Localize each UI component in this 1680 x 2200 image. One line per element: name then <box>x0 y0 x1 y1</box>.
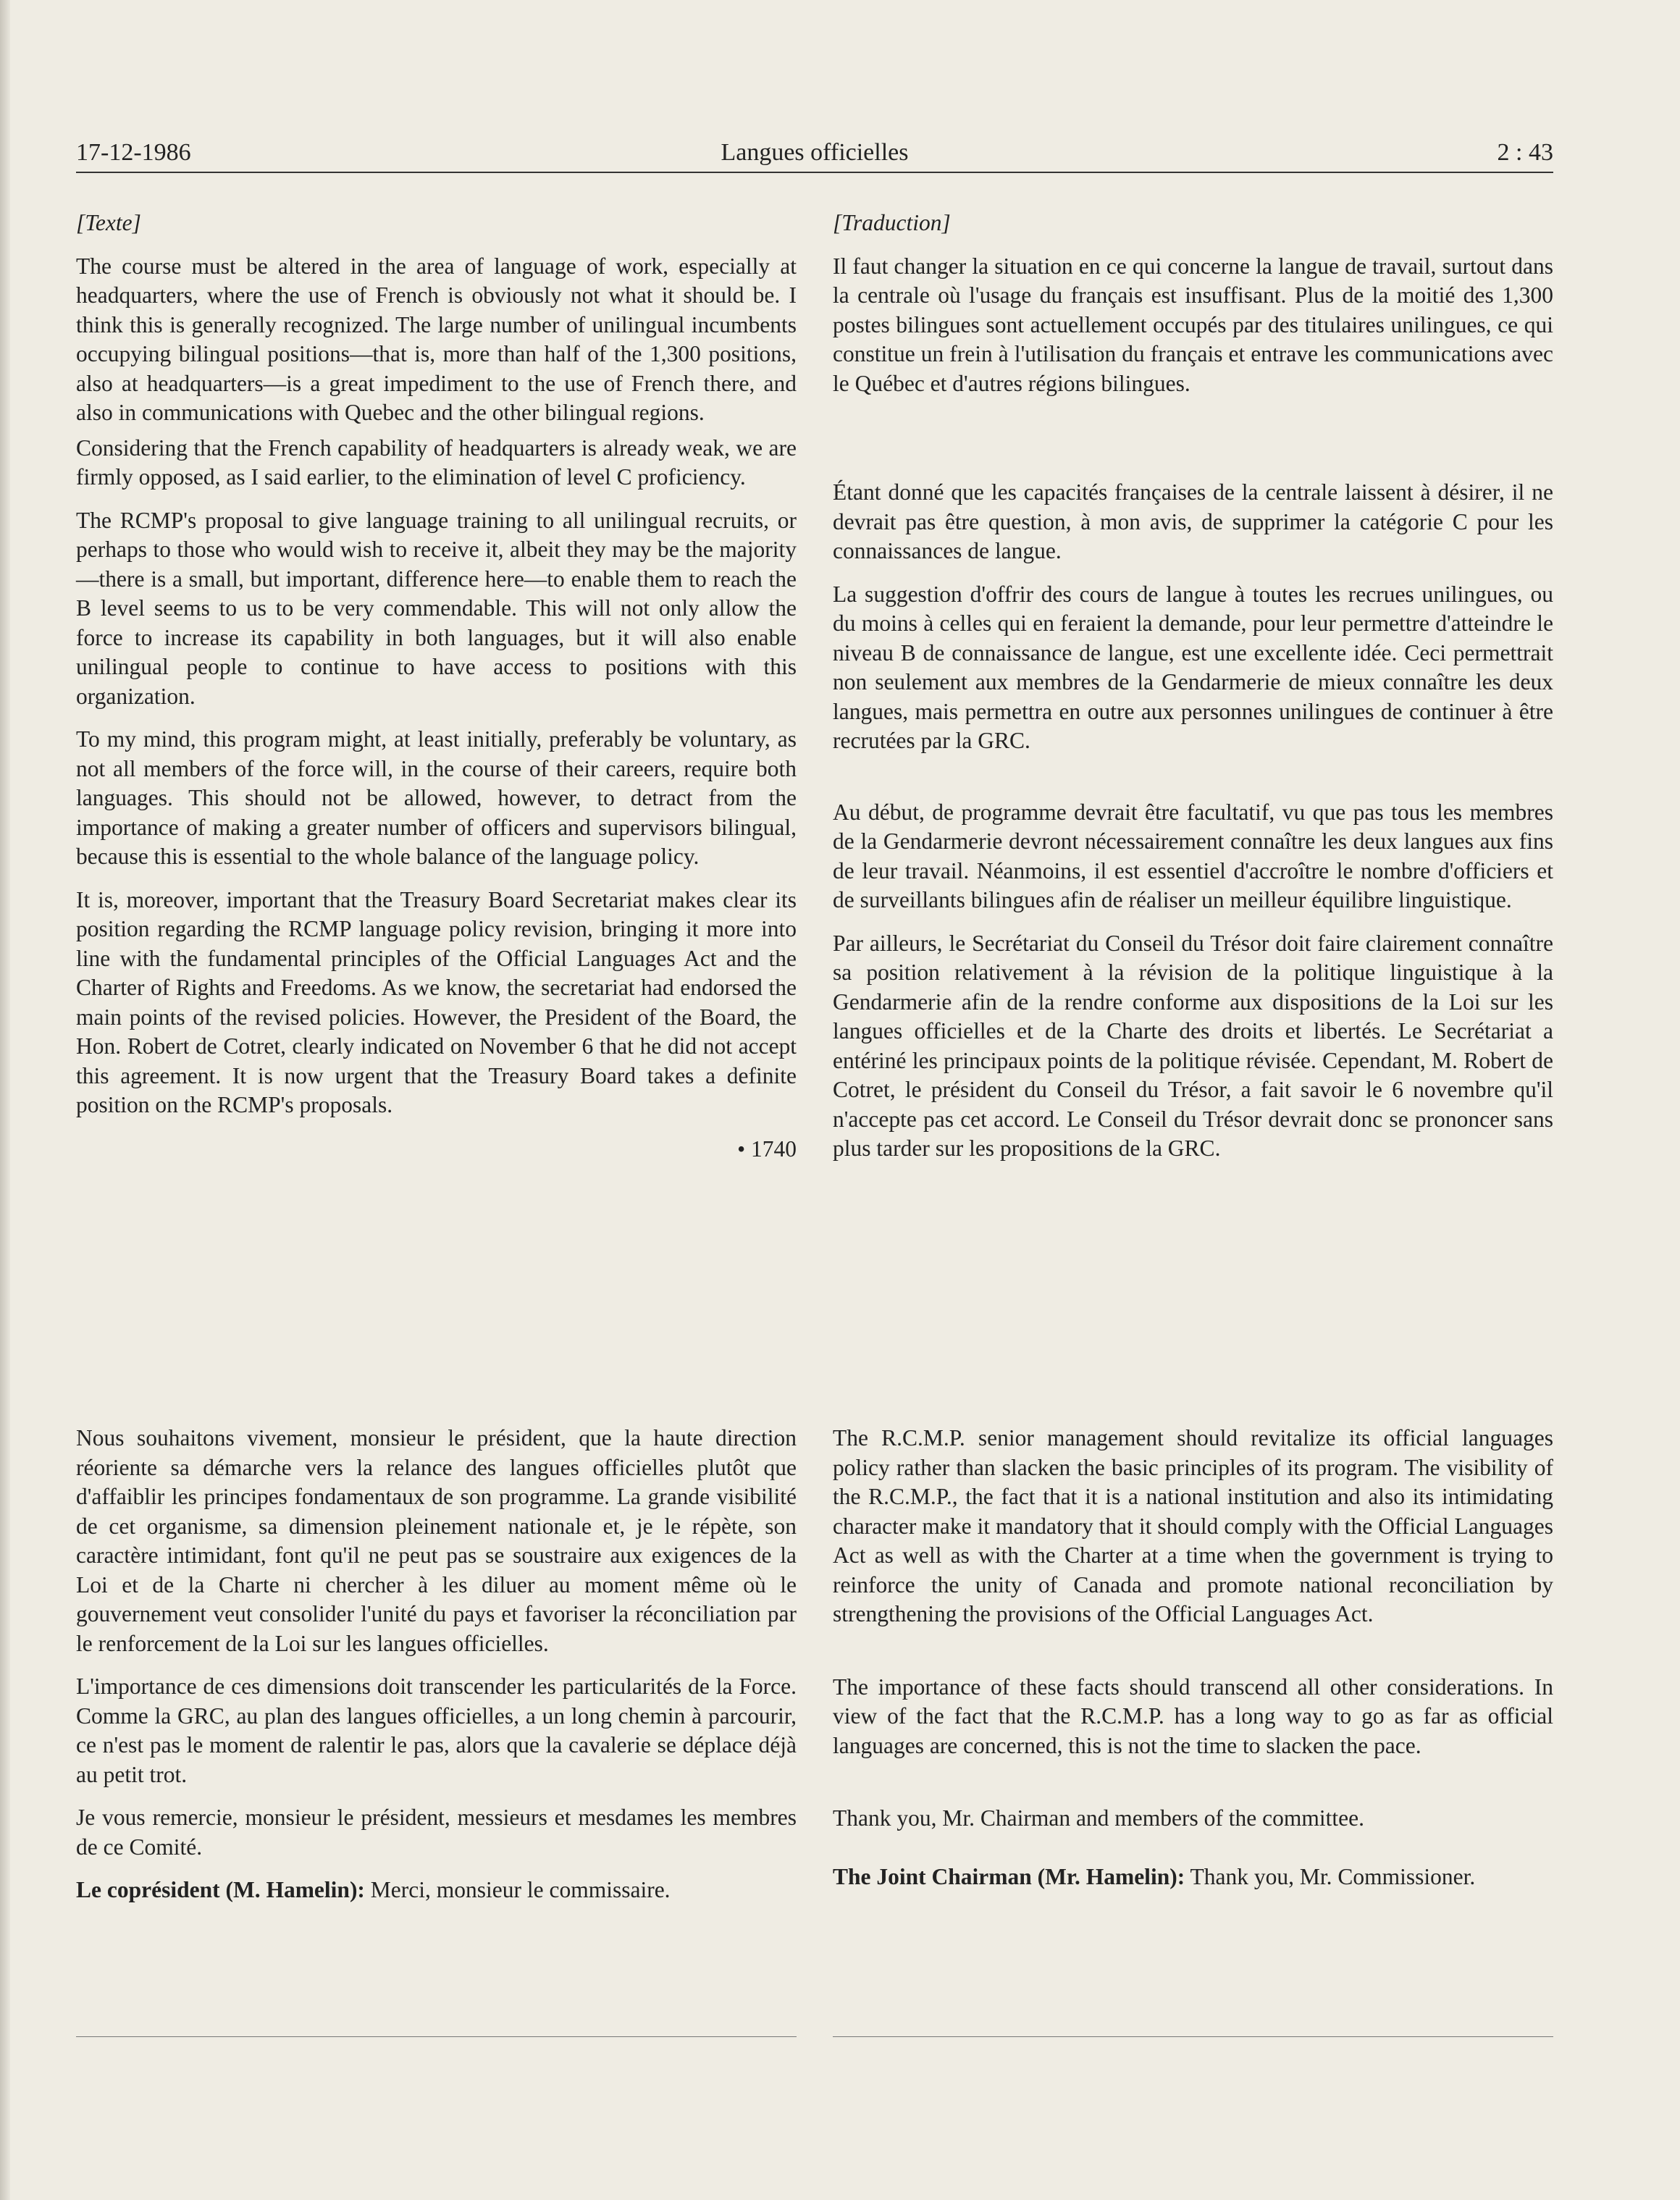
page-edge <box>0 0 10 2200</box>
header-page-number: 2 : 43 <box>1497 139 1553 166</box>
left-paragraph-5: It is, moreover, important that the Treasury Board Secretariat makes clear its position regarding the RCMP language policy revision, bringing it more into line with the fundamental principles of the Official Languages Act and the Charter of Rights and Freedoms. As we know, the secretariat had endorsed the main points of the revised policies. However, the President of the Board, the Hon. Robert de Cotret, clearly indicated on November 6 that he did not accept this agreement. It is now urgent that the Treasury Board takes a definite position on the RCMP's proposals. <box>76 886 797 1117</box>
right-closing-text: Thank you, Mr. Commissioner. <box>1185 1863 1476 1889</box>
right-column-bottom <box>833 1424 1553 1905</box>
left-paragraph-6: Nous souhaitons vivement, monsieur le président, que la haute direction réoriente sa démarche vers la relance des langues officielles plutôt que d'affaiblir les principes fondamentaux de son programme. La grande visibilité de cet organisme, sa dimension pleinement nationale et, je le répète, son caractère intimidant, font qu'il ne peut pas se soustraire aux exigences de la Loi et de la Charte ni chercher à les diluer au moment même où le gouvernement veut consolider l'unité du pays et favoriser la réconciliation par le renforcement de la Loi sur les langues officielles. <box>76 1425 797 1656</box>
right-closing-speaker: The Joint Chairman (Mr. Hamelin): <box>833 1863 1185 1889</box>
left-closing-speaker: Le coprésident (M. Hamelin): <box>76 1877 365 1902</box>
right-paragraph-7: The importance of these facts should transcend all other considerations. In view of the fact that the R.C.M.P. has a long way to go as far as official languages are concerned, this is not the time to slacken the pace. <box>833 1674 1553 1758</box>
right-bottom-rule <box>833 2036 1553 2037</box>
right-paragraph-4: Au début, de programme devrait être facultatif, vu que pas tous les membres de la Gendarmerie devront nécessairement connaître les deux langues aux fins de leur travail. Néanmoins, il est essentiel d'accroître le nombre d'officiers et de surveillants bilingues afin de réaliser un meilleur équilibre linguistique. <box>833 799 1553 912</box>
right-paragraph-5: Par ailleurs, le Secrétariat du Conseil du Trésor doit faire clairement connaître sa position relativement à la révision de la politique linguistique à la Gendarmerie afin de la rendre conforme aux dispositions de la Loi sur les langues officielles et de la Charte des droits et libertés. Le Secrétariat a entériné les principaux points de la politique révisée. Cependant, M. Robert de Cotret, le président du Conseil du Trésor, a fait savoir le 6 novembre qu'il n'accepte pas cet accord. Le Conseil du Trésor devrait donc se prononcer sans plus tarder sur les propositions de la GRC. <box>833 930 1553 1161</box>
left-paragraph-1: The course must be altered in the area of language of work, especially at headquarters, where the use of French is obviously not what it should be. I think this is generally recognized. The large number of unilingual incumbents occupying bilingual positions—that is, more than half of the 1,300 positions, also at headquarters—is a great impediment to the use of French there, and also in communications with Quebec and the other bilingual regions. <box>76 253 797 425</box>
header-date: 17-12-1986 <box>76 139 191 166</box>
right-closing <box>833 1863 1553 1892</box>
right-paragraph-3: La suggestion d'offrir des cours de langue à toutes les recrues unilingues, ou du moins à celles qui en feraient la demande, pour leur permettre d'atteindre le niveau B de connaissance de langue, est une excellente idée. Ceci permettrait non seulement aux membres de la Gendarmerie de mieux connaître les deux langues, mais permettra en outre aux personnes unilingues de continuer à être recrutées par la GRC. <box>833 581 1553 753</box>
left-column-top <box>76 209 797 1191</box>
left-paragraph-7: L'importance de ces dimensions doit transcender les particularités de la Force. Comme la GRC, au plan des langues officielles, a un long chemin à parcourir, ce n'est pas le moment de ralentir le pas, alors que la cavalerie se déplace déjà au petit trot. <box>76 1674 797 1787</box>
running-header <box>76 134 1553 172</box>
left-section-label: [Texte] <box>76 210 141 235</box>
right-column-top <box>833 209 1553 1177</box>
right-paragraph-2: Étant donné que les capacités françaises de la centrale laissent à désirer, il ne devrait pas être question, à mon avis, de supprimer la catégorie C pour les connaissances de langue. <box>833 479 1553 563</box>
left-closing <box>76 1876 797 1905</box>
header-rule <box>76 172 1553 173</box>
left-paragraph-4: To my mind, this program might, at least initially, preferably be voluntary, as not all members of the force will, in the course of their careers, require both languages. This should not be allowed, however, to detract from the importance of making a greater number of officers and supervisors bilingual, because this is essential to the whole balance of the language policy. <box>76 726 797 869</box>
left-paragraph-8: Je vous remercie, monsieur le président, messieurs et mesdames les membres de ce Comité. <box>76 1805 797 1860</box>
left-paragraph-3: The RCMP's proposal to give language training to all unilingual recruits, or perhaps to those who would wish to receive it, albeit they may be the majority—there is a small, but important, difference here—to enable them to reach the B level seems to us to be very commendable. This will not only allow the force to increase its capability in both languages, but it will also enable unilingual people to continue to have access to positions with this organization. <box>76 507 797 709</box>
right-paragraph-6: The R.C.M.P. senior management should revitalize its official languages policy rather than slacken the basic principles of its program. The visibility of the R.C.M.P., the fact that it is a national institution and also its intimidating character make it mandatory that it should comply with the Official Languages Act as well as with the Charter at a time when the government is trying to reinforce the unity of Canada and promote national reconciliation by strengthening the provisions of the Official Languages Act. <box>833 1425 1553 1626</box>
right-section-label: [Traduction] <box>833 210 951 235</box>
header-title: Langues officielles <box>721 139 909 166</box>
left-column-bottom <box>76 1424 797 1919</box>
right-paragraph-1: Il faut changer la situation en ce qui concerne la langue de travail, surtout dans la centrale où l'usage du français est insuffisant. Plus de la moitié des 1,300 postes bilingues sont actuellement occupés par des titulaires unilingues, ce qui constitue un frein à l'utilisation du français et entrave les communications avec le Québec et d'autres régions bilingues. <box>833 253 1553 396</box>
right-paragraph-8: Thank you, Mr. Chairman and members of the committee. <box>833 1805 1364 1831</box>
left-bottom-rule <box>76 2036 797 2037</box>
left-paragraph-2: Considering that the French capability of headquarters is already weak, we are firmly opposed, as I said earlier, to the elimination of level C proficiency. <box>76 434 797 490</box>
time-marker: • 1740 <box>737 1135 797 1162</box>
left-closing-text: Merci, monsieur le commissaire. <box>364 1877 671 1902</box>
